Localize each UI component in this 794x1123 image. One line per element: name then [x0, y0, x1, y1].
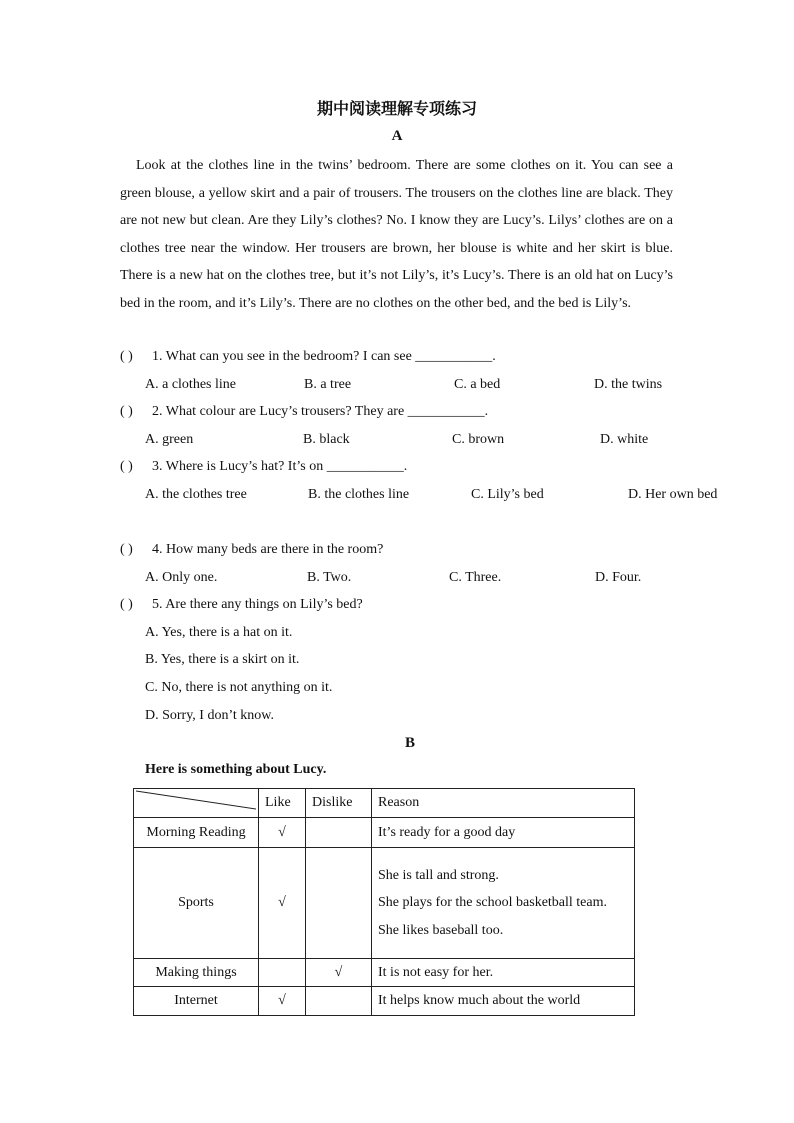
q3-option-a: A. the clothes tree	[145, 487, 247, 502]
table-row	[134, 848, 635, 959]
header-dislike: Dislike	[306, 789, 372, 818]
q3-option-d: D. Her own bed	[628, 487, 718, 502]
q1-option-a: A. a clothes line	[145, 377, 236, 392]
q3-option-b: B. the clothes line	[308, 487, 410, 502]
q2-option-b: B. black	[303, 432, 350, 447]
question-3	[120, 459, 407, 475]
reason-text	[372, 848, 635, 959]
question-text: 1. What can you see in the bedroom? I can see ___________.	[152, 349, 496, 364]
q2-option-c: C. brown	[452, 432, 505, 447]
like-check: √	[259, 818, 306, 848]
reason-line: She likes baseball too.	[378, 922, 504, 938]
q2-option-a: A. green	[145, 432, 194, 447]
table-row	[134, 818, 635, 848]
answer-blank[interactable]: ( )	[120, 404, 133, 419]
reason-line: She is tall and strong.	[378, 867, 499, 883]
reason-text: It helps know much about the world	[372, 987, 635, 1016]
like-check: √	[259, 987, 306, 1016]
row-item: Morning Reading	[134, 818, 259, 848]
question-text: 3. Where is Lucy’s hat? It’s on ___________.	[152, 459, 408, 474]
question-text: 5. Are there any things on Lily’s bed?	[152, 597, 363, 612]
question-5	[120, 597, 363, 613]
q4-option-b: B. Two.	[307, 570, 352, 585]
answer-blank[interactable]: ( )	[120, 349, 133, 364]
q4-option-c: C. Three.	[449, 570, 502, 585]
q5-option-d: D. Sorry, I don’t know.	[145, 708, 274, 723]
row-item: Internet	[134, 987, 259, 1016]
like-check: √	[259, 848, 306, 959]
header-reason: Reason	[372, 789, 635, 818]
dislike-check	[306, 818, 372, 848]
reading-passage	[120, 152, 673, 318]
lucy-likes-table	[133, 788, 635, 1016]
q5-option-b: B. Yes, there is a skirt on it.	[145, 652, 300, 667]
dislike-check	[306, 987, 372, 1016]
table-row	[134, 987, 635, 1016]
answer-blank[interactable]: ( )	[120, 459, 133, 474]
page-title: 期中阅读理解专项练习	[316, 99, 477, 118]
q3-option-c: C. Lily’s bed	[471, 487, 544, 502]
diagonal-header-cell	[134, 789, 259, 818]
section-b-intro: Here is something about Lucy.	[145, 762, 327, 777]
answer-blank[interactable]: ( )	[120, 542, 133, 557]
q1-option-b: B. a tree	[304, 377, 352, 392]
section-a-heading: A	[391, 128, 403, 144]
question-4	[120, 542, 383, 558]
q1-option-d: D. the twins	[594, 377, 663, 392]
question-text: 2. What colour are Lucy’s trousers? They are ___________.	[152, 404, 489, 419]
reason-text: It’s ready for a good day	[372, 818, 635, 848]
question-1	[120, 349, 496, 365]
reason-text: It is not easy for her.	[372, 959, 635, 987]
reason-line: She plays for the school basketball team.	[378, 895, 607, 911]
like-check	[259, 959, 306, 987]
q2-option-d: D. white	[600, 432, 649, 447]
row-item: Sports	[134, 848, 259, 959]
dislike-check	[306, 848, 372, 959]
question-2	[120, 404, 488, 420]
q1-option-c: C. a bed	[454, 377, 501, 392]
header-like: Like	[259, 789, 306, 818]
q5-option-c: C. No, there is not anything on it.	[145, 680, 333, 695]
answer-blank[interactable]: ( )	[120, 597, 133, 612]
dislike-check: √	[306, 959, 372, 987]
q4-option-d: D. Four.	[595, 570, 642, 585]
diagonal-line	[134, 789, 271, 818]
table-header-row	[134, 789, 635, 818]
passage-text: Look at the clothes line in the twins’ bedroom. There are some clothes on it. You can see a green blouse, a yellow skirt and a pair of trousers. The trousers on the clothes line are black. They are not new but clean. Are they Lily’s clothes? No. I know they are Lucy’s. Lilys’ clothes are on a clothes tree near the window. Her trousers are brown, her blouse is white and her skirt is blue. There is a new hat on the clothes tree, but it’s not Lily’s, it’s Lucy’s. There is an old hat on Lucy’s bed in the room, and it’s Lily’s. There are no clothes on the other bed, and the bed is Lily’s.	[120, 158, 673, 311]
section-b-heading: B	[404, 735, 415, 751]
q5-option-a: A. Yes, there is a hat on it.	[145, 625, 293, 640]
table-row	[134, 959, 635, 987]
q4-option-a: A. Only one.	[145, 570, 218, 585]
question-text: 4. How many beds are there in the room?	[152, 542, 384, 557]
row-item: Making things	[134, 959, 259, 987]
